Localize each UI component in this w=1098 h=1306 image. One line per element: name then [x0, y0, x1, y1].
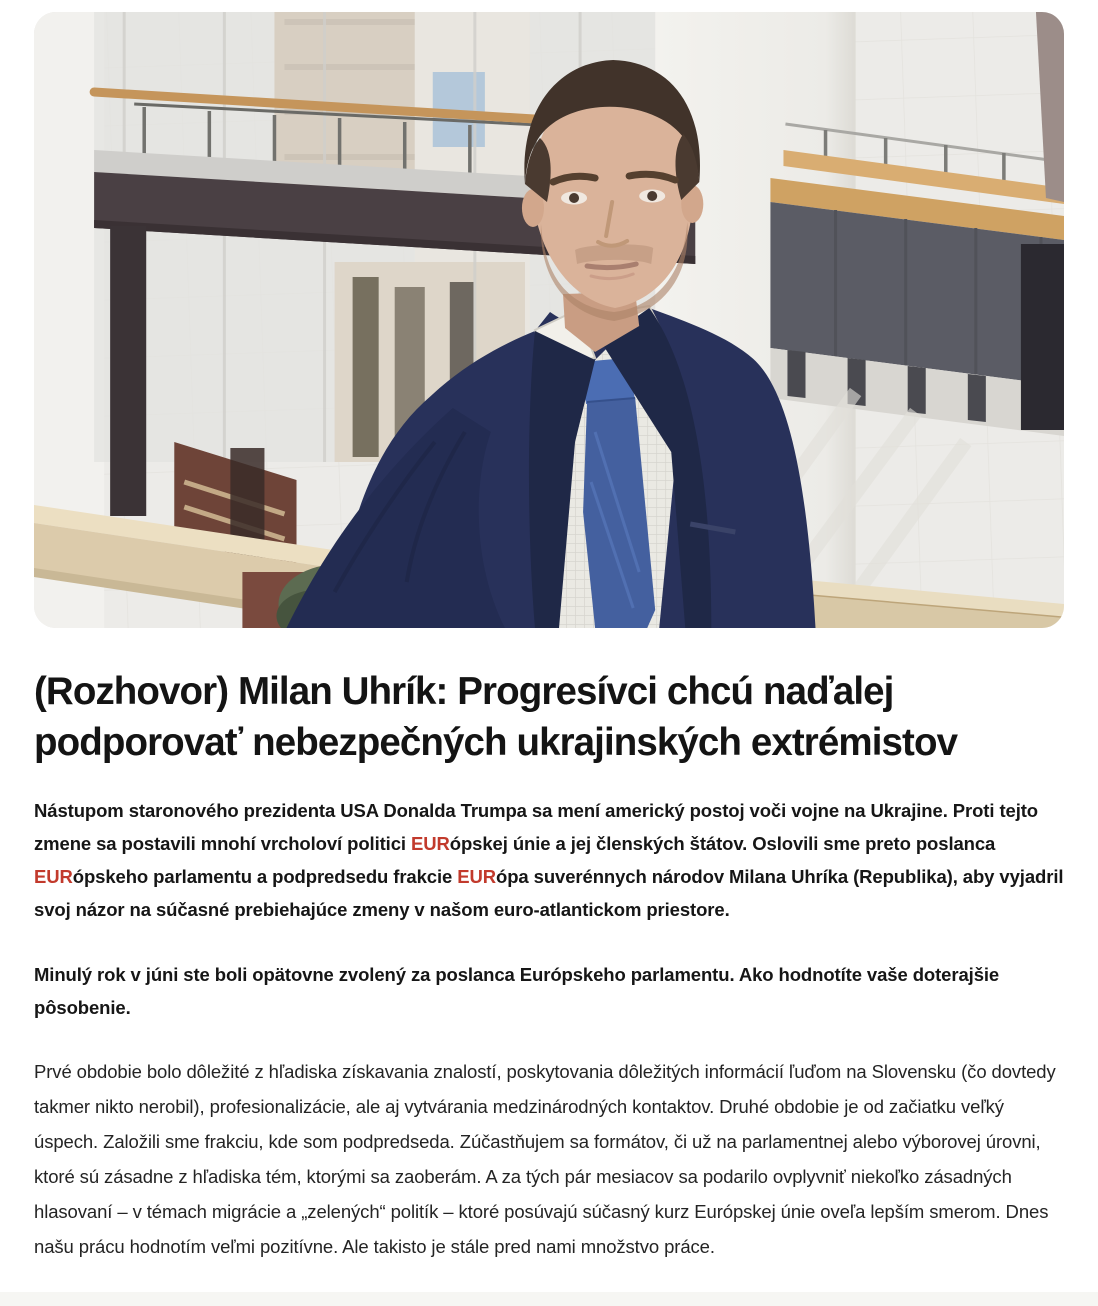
hero-photo-illustration — [34, 12, 1064, 628]
article-page — [0, 12, 1098, 1306]
interview-question: Minulý rok v júni ste boli opätovne zvolený za poslanca Európskeho parlamentu. Ako hodnotíte vaše doterajšie pôsobenie. — [34, 964, 1000, 1018]
interview-answer: Prvé obdobie bolo dôležité z hľadiska získavania znalostí, poskytovania dôležitých informácií ľuďom na Slovensku (čo dovtedy takmer nikto nerobil), profesionalizácie, ale aj vytvárania medzinárodných kontaktov. Druhé obdobie je od začiatku veľký úspech. Založili sme frakciu, kde som podpredseda. Zúčastňujem sa formátov, či už na parlamentnej alebo výborovej úrovni, ktoré sú zásadne z hľadiska tém, ktorými sa zaoberám. A za tých pár mesiacov sa podarilo ovplyvniť niekoľko zásadných hlasovaní – v témach migrácie a „zelených“ politík – ktoré posúvajú súčasný kurz Európskej únie oveľa lepším smerom. Dnes našu prácu hodnotím veľmi pozitívne. Ale takisto je stále pred nami množstvo práce. — [34, 1061, 1056, 1257]
article-hero-image — [34, 12, 1064, 628]
lead-text: ópa suverénnych národov Milana Uhríka (Republika), aby vyjadril svoj názor na súčasné prebiehajúce zmeny v našom euro-atlantickom priestore. — [34, 866, 1064, 920]
accent-text: EUR — [411, 833, 450, 854]
page-bottom-strip — [0, 1292, 1098, 1306]
article-headline: (Rozhovor) Milan Uhrík: Progresívci chcú naďalej podporovať nebezpečných ukrajinských extrémistov — [34, 670, 958, 764]
lead-text: ópskeho parlamentu a podpredsedu frakcie — [72, 866, 458, 887]
accent-text: EUR — [457, 866, 497, 887]
accent-text: EUR — [34, 866, 73, 887]
lead-text: ópskej únie a jej členských štátov. Oslovili sme preto poslanca — [449, 833, 996, 854]
lead-text: Nástupom staronového prezidenta USA Donalda Trumpa sa mení americký postoj voči vojne na Ukrajine. Proti tejto zmene sa postavili mnohí vrcholoví politici — [34, 800, 1038, 854]
article-lead — [34, 794, 1064, 926]
